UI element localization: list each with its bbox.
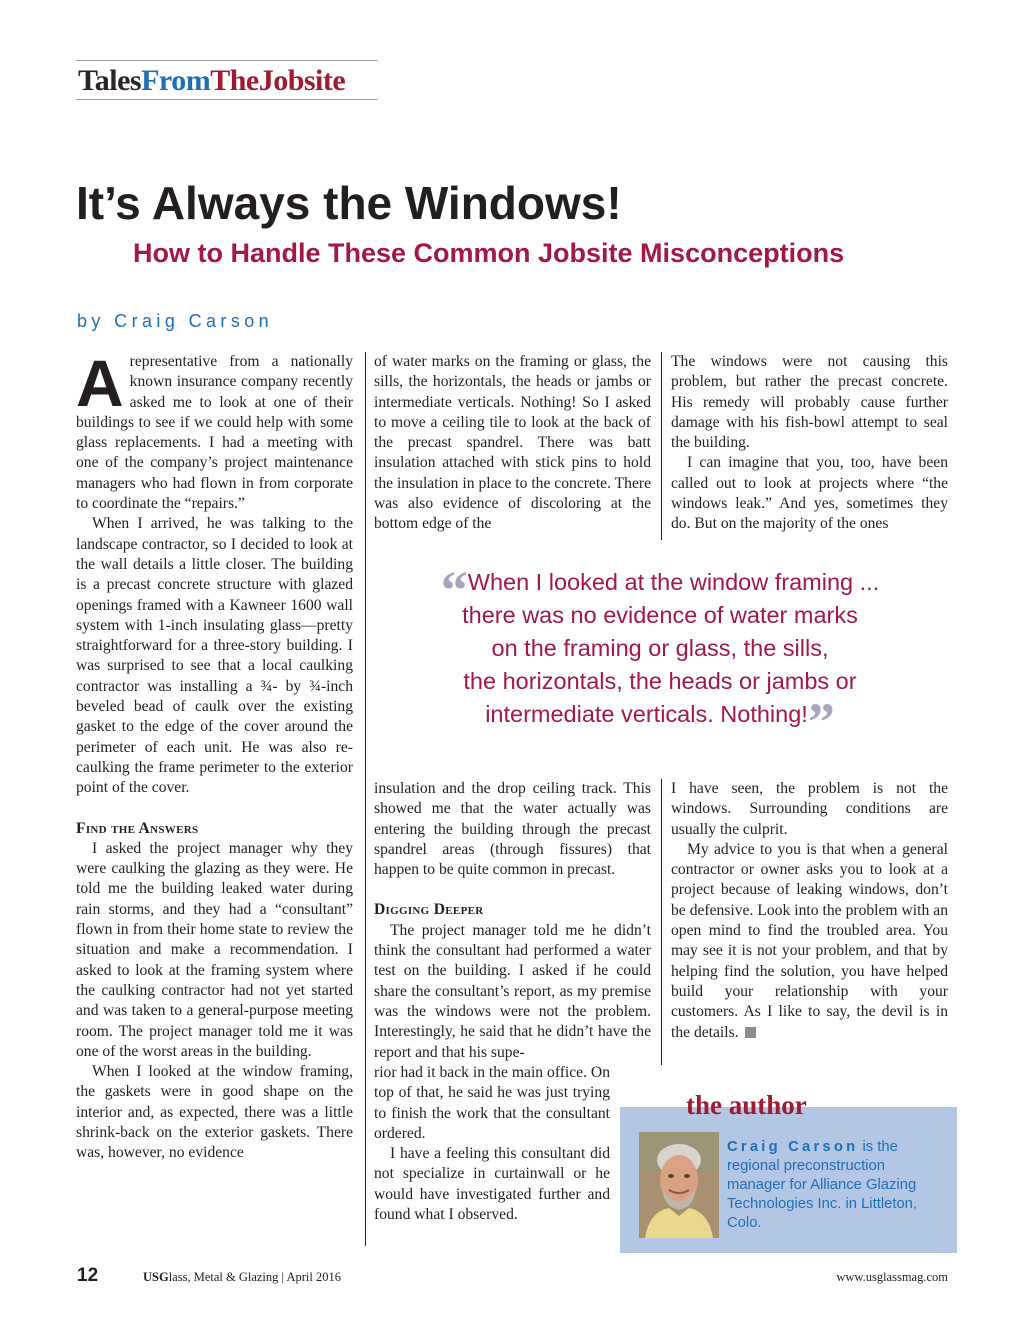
paragraph: When I looked at the window framing, the gaskets were in good shape on the interior and, as expected, there was a little shrink-back on the exterior gaskets. There was, however, no evidence [76,1063,353,1162]
paragraph: The windows were not causing this problem, but rather the precast concrete. His remedy will probably cause further damage with his fish-bowl attempt to seal the building. [671,353,948,452]
open-quote-icon: “ [440,560,468,620]
paragraph: I asked the project manager why they were caulking the glazing as they were. He told me the building leaked water during rain storms, and they had a “consultant” flown in from their home state to review the situation and make a recommendation. I asked to look at the framing system where the caulking contractor had not yet started and was taken to a general-purpose meeting room. The project manager told me it was one of the worst areas in the building. [76,839,353,1060]
column-divider [365,352,366,1246]
author-bio: Craig Carson is the regional preconstruction manager for Alliance Glazing Technologies Inc. in Littleton, Colo. [727,1139,918,1231]
paragraph: insulation and the drop ceiling track. This showed me that the water actually was entering the building through the precast spandrel areas (through fissures) that happen to be quite common in precast. [374,780,651,879]
paragraph: I can imagine that you, too, have been called out to look at projects where “the windows leak.” And yes, sometimes they do. But on the majority of the ones [671,454,948,533]
pull-quote-line: intermediate verticals. Nothing!” [485,692,835,752]
pull-quote-line: the horizontals, the heads or jambs or [463,668,857,694]
drop-cap: A [76,346,124,420]
byline: by Craig Carson [77,311,274,331]
author-photo [639,1132,719,1238]
page-number: 12 [77,1265,99,1286]
paragraph: Arepresentative from a nationally known insurance company recently asked me to look at one of their buildings to see if we could help with some glass replacements. I had a meeting with one of the company’s project maintenance managers who had flown in from corporate to coordinate the “repairs.” [76,346,353,513]
paragraph: of water marks on the framing or glass, the sills, the horizontals, the heads or jambs or intermediate verticals. Nothing! So I asked to move a ceiling tile to look at the back of the precast spandrel. There was batt insulation attached with stick pins to hold the insulation in place to the concrete. There was also evidence of discoloring at the bottom edge of the [374,353,651,533]
section-heading: Digging Deeper [374,901,484,919]
footer-website: www.usglassmag.com [836,1270,948,1284]
pull-quote-line: there was no evidence of water marks [462,602,858,628]
masthead-title: TalesFromTheJobsite [78,64,346,97]
column-3-bottom [671,779,948,1043]
column-2-top [374,352,651,535]
paragraph: My advice to you is that when a general contractor or owner asks you to look at a project because of leaking windows, don’t be defensive. Look into the problem with an open mind to find the troubled area. You may see it is not your problem, and that by helping find the solution, you have helped build your relationship with your customers. As I like to say, the devil is in the details. [671,840,948,1041]
paragraph: I have a feeling this consultant did not specialize in curtainwall or he would have investigated further and found what I observed. [374,1145,610,1224]
column-2-wrap [374,1063,610,1225]
author-heading: the author [686,1090,807,1120]
author-name: Craig Carson [727,1139,859,1155]
article-subtitle: How to Handle These Common Jobsite Misconceptions [133,238,845,268]
column-3-top [671,352,948,535]
end-mark-icon [745,1027,756,1038]
masthead [76,60,378,100]
column-1 [76,346,353,1164]
column-divider [661,352,662,540]
author-portrait-icon [639,1132,719,1238]
column-2-bottom [374,779,651,1063]
pull-quote-line: on the framing or glass, the sills, [491,635,829,661]
paragraph: The project manager told me he didn’t think the consultant had performed a water test on the building. I asked if he could share the consultant’s report, as my premise was the windows were not the problem. Interestingly, he said that he didn’t have the report and that his supe- [374,921,651,1061]
paragraph: rior had it back in the main office. On top of that, he said he was just trying to finish the work that the consultant ordered. [374,1064,610,1142]
paragraph: When I arrived, he was talking to the landscape contractor, so I decided to look at the wall details a little closer. The building is a precast concrete structure with glazed openings framed with a Kawneer 1600 wall system with 1-inch insulating glass—pretty straightforward for a three-story building. I was surprised to see that a local caulking contractor was installing a ¾- by ¾-inch beveled bead of caulk over the existing gasket to the edge of the cover around the perimeter of each unit. He was also re-caulking the frame perimeter to the exterior point of the cover. [76,515,353,797]
section-heading: Find the Answers [76,819,199,837]
pull-quote-line: “When I looked at the window framing ... [440,560,880,620]
close-quote-icon: ” [807,692,835,752]
article-title: It’s Always the Windows! [76,177,622,229]
footer-publication: USGlass, Metal & Glazing | April 2016 [143,1270,341,1284]
pull-quote [380,560,940,752]
paragraph: I have seen, the problem is not the windows. Surrounding conditions are usually the culprit. [671,780,948,838]
column-divider [661,779,662,1065]
